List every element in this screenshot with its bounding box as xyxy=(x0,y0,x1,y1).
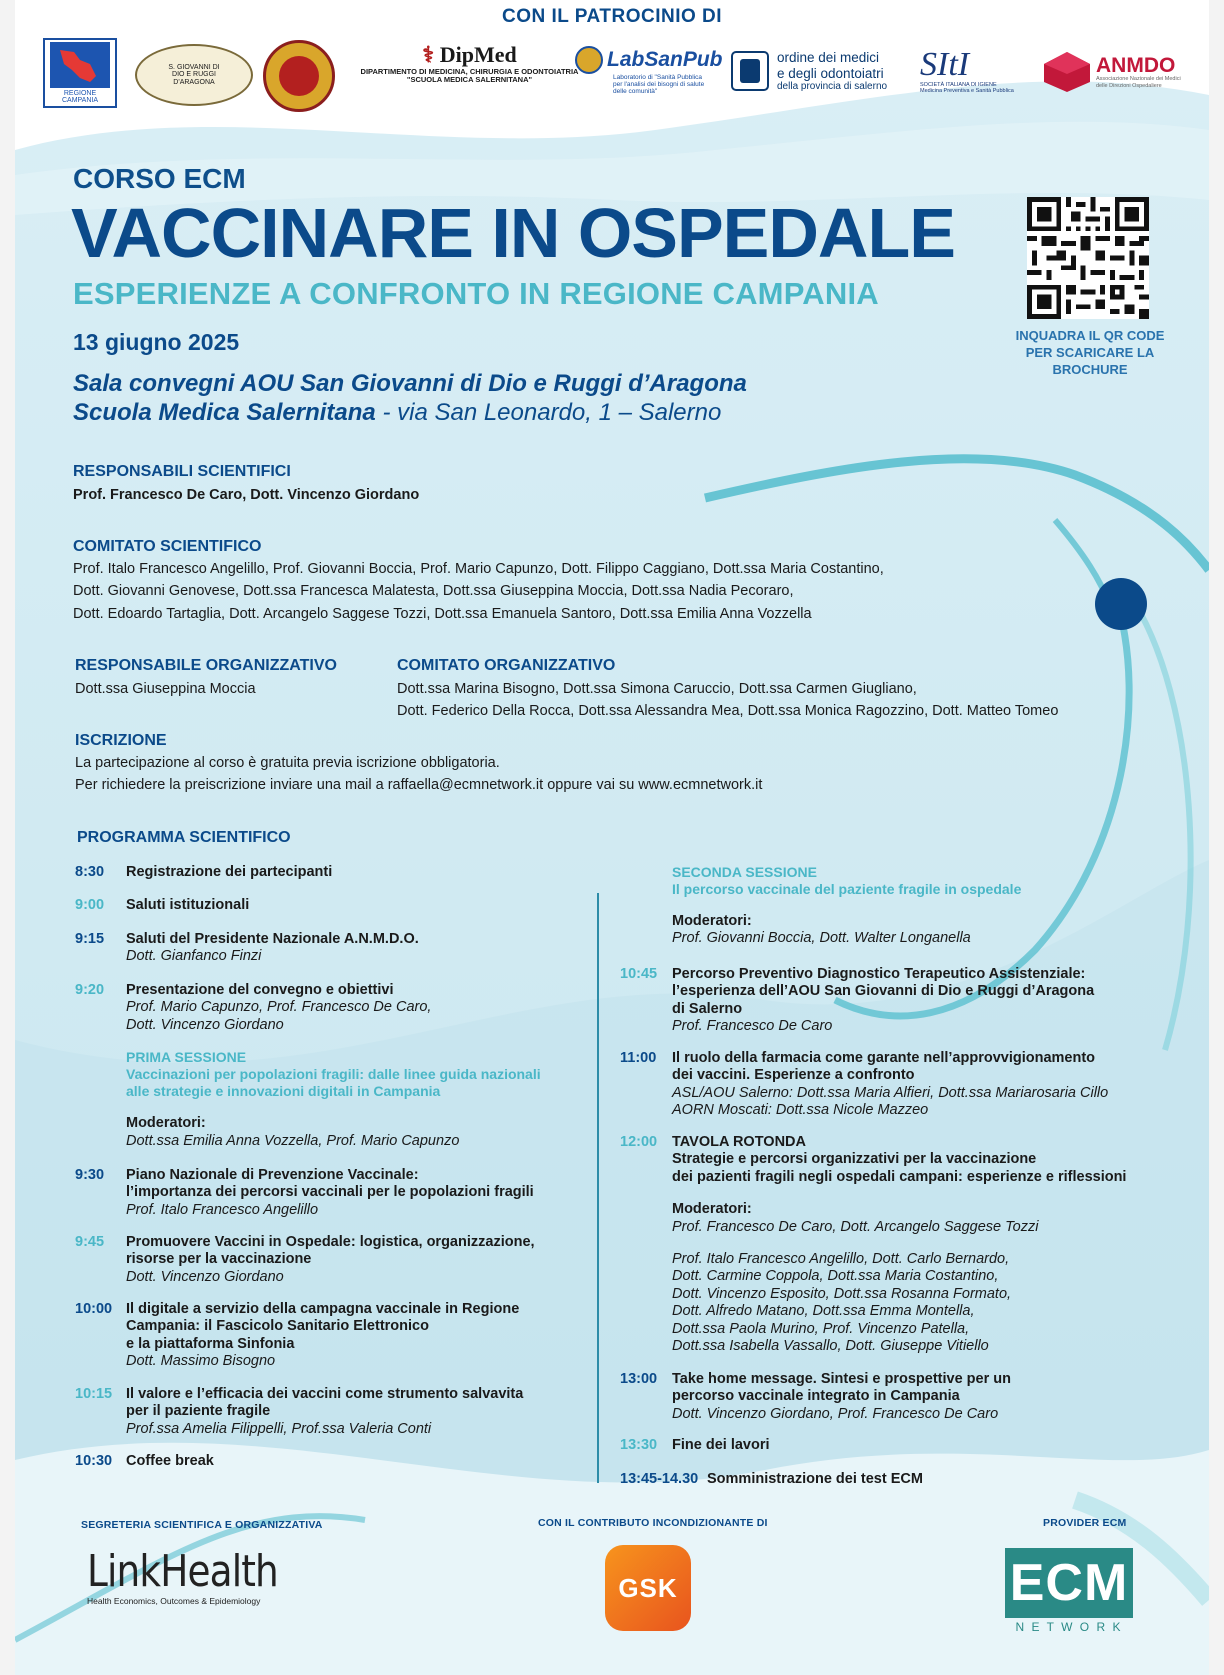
course-subtitle: ESPERIENZE A CONFRONTO IN REGIONE CAMPANIA xyxy=(73,276,879,311)
venue-line-1: Sala convegni AOU San Giovanni di Dio e Ruggi d’Aragona xyxy=(73,370,747,397)
venue-line-2: Scuola Medica Salernitana - via San Leonardo, 1 – Salerno xyxy=(73,399,722,426)
program-item: Il valore e l’efficacia dei vaccini come strumento salvavita per il paziente fragile Prof.ssa Amelia Filippelli, Prof.ssa Valeria Conti xyxy=(126,1386,524,1437)
program-item: Presentazione del convegno e obiettivi Prof. Mario Capunzo, Prof. Francesco De Caro, Dott. Vincenzo Giordano xyxy=(126,982,432,1033)
program-time: 12:00 xyxy=(620,1134,658,1150)
program-item: Take home message. Sintesi e prospettive per un percorso vaccinale integrato in Campania Dott. Vincenzo Giordano, Prof. Francesco De Caro xyxy=(672,1371,1011,1422)
anmdo-cube-icon xyxy=(1042,50,1092,94)
course-date: 13 giugno 2025 xyxy=(73,329,240,355)
regione-campania-logo: REGIONE CAMPANIA xyxy=(43,38,117,108)
session-one: PRIMA SESSIONE Vaccinazioni per popolazioni fragili: dalle linee guida nazionali alle strategie e innovazioni digitali in Campania Moderatori: Dott.ssa Emilia Anna Vozzella, Prof. Mario Capunzo xyxy=(126,1049,541,1149)
ecm-network-logo: ECM N E T W O R K xyxy=(1005,1548,1133,1634)
program-item: Piano Nazionale di Prevenzione Vaccinale: l’importanza dei percorsi vaccinali per le popolazioni fragili Prof. Italo Francesco Angelillo xyxy=(126,1167,534,1218)
program-time: 10:15 xyxy=(75,1386,113,1402)
program-time: 10:45 xyxy=(620,966,658,982)
program-time: 9:00 xyxy=(75,897,105,913)
program-time: 11:00 xyxy=(620,1050,657,1066)
program-time: 9:20 xyxy=(75,982,105,998)
iscrizione-heading: ISCRIZIONE xyxy=(75,732,167,749)
program-item: Registrazione dei partecipanti xyxy=(126,864,333,880)
program-item: Somministrazione dei test ECM xyxy=(707,1471,923,1487)
ordine-emblem-icon xyxy=(731,51,769,91)
program-item: Promuovere Vaccini in Ospedale: logistica, organizzazione, risorse per la vaccinazione Dott. Vincenzo Giordano xyxy=(126,1234,535,1285)
resp-organizzativo-heading: RESPONSABILE ORGANIZZATIVO xyxy=(75,657,337,674)
scuola-medica-seal xyxy=(263,40,335,112)
program-time: 13:30 xyxy=(620,1437,658,1453)
gsk-logo: GSK xyxy=(605,1545,691,1631)
program-item: Coffee break xyxy=(126,1453,214,1469)
program-item: Fine dei lavori xyxy=(672,1437,770,1453)
comitato-scientifico-members: Prof. Italo Francesco Angelillo, Prof. Giovanni Boccia, Prof. Mario Capunzo, Dott. Filippo Caggiano, Dott.ssa Maria Costantino, Dott. Giovanni Genovese, Dott.ssa Francesca Malatesta, Dott.ssa Giuseppina Moccia, Dott.ssa Nadia Pecoraro, Dott. Edoardo Tartaglia, Dott. Arcangelo Saggese Tozzi, Dott.ssa Emanuela Santoro, Dott.ssa Emilia Anna Vozzella xyxy=(73,561,884,622)
responsabili-names: Prof. Francesco De Caro, Dott. Vincenzo Giordano xyxy=(73,487,420,503)
patronage-heading: CON IL PATROCINIO DI xyxy=(501,6,723,27)
dipmed-logo: ⚕ DipMed DIPARTIMENTO DI MEDICINA, CHIRURGIA E ODONTOIATRIA "SCUOLA MEDICA SALERNITANA" xyxy=(360,42,579,85)
program-time: 9:30 xyxy=(75,1167,105,1183)
course-title: VACCINARE IN OSPEDALE xyxy=(71,194,955,272)
contributo-heading: CON IL CONTRIBUTO INCONDIZIONANTE DI xyxy=(538,1517,768,1529)
ordine-medici-logo: ordine dei medici e degli odontoiatri della provincia di salerno xyxy=(731,50,887,93)
siti-logo: SItI SOCIETÀ ITALIANA DI IGIENE Medicina Preventiva e Sanità Pubblica xyxy=(920,46,1014,95)
qr-code-icon[interactable] xyxy=(1027,197,1149,319)
programma-heading: PROGRAMMA SCIENTIFICO xyxy=(77,829,291,846)
program-time: 10:00 xyxy=(75,1301,113,1317)
session-two: SECONDA SESSIONE Il percorso vaccinale del paziente fragile in ospedale Moderatori: Prof. Giovanni Boccia, Dott. Walter Longanella xyxy=(672,864,1022,946)
program-time: 13:45-14.30 xyxy=(620,1471,699,1487)
brochure-page xyxy=(15,0,1209,1675)
anmdo-logo: ANMDO Associazione Nazionale dei Medici delle Direzioni Ospedaliere xyxy=(1042,50,1186,94)
provider-heading: PROVIDER ECM xyxy=(1043,1517,1127,1529)
comitato-organizzativo-members: Dott.ssa Marina Bisogno, Dott.ssa Simona Caruccio, Dott.ssa Carmen Giugliano, Dott. Federico Della Rocca, Dott.ssa Alessandra Mea, Dott.ssa Monica Ragozzino, Dott. Matteo Tomeo xyxy=(397,681,1059,720)
program-time: 13:00 xyxy=(620,1371,658,1387)
program-time: 9:45 xyxy=(75,1234,105,1250)
responsabili-heading: RESPONSABILI SCIENTIFICI xyxy=(73,463,291,480)
program-item: Percorso Preventivo Diagnostico Terapeutico Assistenziale: l’esperienza dell’AOU San Giovanni di Dio e Ruggi d’Aragona di Salerno Prof. Francesco De Caro xyxy=(672,966,1095,1035)
linkhealth-logo: LinkHealth Health Economics, Outcomes & Epidemiology xyxy=(87,1546,278,1606)
tavola-rotonda: TAVOLA ROTONDA Strategie e percorsi organizzativi per la vaccinazione dei pazienti fragili negli ospedali campani: esperienze e riflessioni Moderatori: Prof. Francesco De Caro, Dott. Arcangelo Saggese Tozzi Prof. Italo Francesco Angelillo, Dott. Carlo Bernardo, Dott. Carmine Coppola, Dott.ssa Maria Costantino, Dott. Vincenzo Esposito, Dott.ssa Rosanna Formato, Dott. Alfredo Matano, Dott.ssa Emma Montella, Dott.ssa Paola Murino, Prof. Vincenzo Patella, Dott.ssa Isabella Vassallo, Dott. Giuseppe Vitiello xyxy=(672,1134,1127,1354)
program-item: Saluti del Presidente Nazionale A.N.M.D.O. Dott. Gianfanco Finzi xyxy=(126,931,419,965)
qr-note: INQUADRA IL QR CODE PER SCARICARE LA BROCHURE xyxy=(1015,328,1165,377)
resp-organizzativo-name: Dott.ssa Giuseppina Moccia xyxy=(75,681,256,697)
iscrizione-text: La partecipazione al corso è gratuita previa iscrizione obbligatoria. Per richiedere la preiscrizione inviare una mail a raffaella@ecmnetwork.it oppure vai su www.ecmnetwork.it xyxy=(75,755,763,794)
labsanpub-logo: LabSanPub Laboratorio di "Sanità Pubblica per l'analisi dei bisogni di salute delle comunità" xyxy=(575,46,725,95)
program-divider xyxy=(597,893,599,1483)
segreteria-heading: SEGRETERIA SCIENTIFICA E ORGANIZZATIVA xyxy=(81,1519,323,1531)
program-item: Saluti istituzionali xyxy=(126,897,250,913)
comitato-organizzativo-heading: COMITATO ORGANIZZATIVO xyxy=(397,657,616,674)
program-time: 9:15 xyxy=(75,931,105,947)
regione-emblem-icon xyxy=(50,42,110,88)
course-kicker: CORSO ECM xyxy=(73,163,246,194)
program-item: Il ruolo della farmacia come garante nell’approvvigionamento dei vaccini. Esperienze a confronto ASL/AOU Salerno: Dott.ssa Maria Alfieri, Dott.ssa Mariarosaria Cillo AORN Moscati: Dott.ssa Nicole Mazzeo xyxy=(672,1050,1109,1119)
aou-ruggi-logo: S. GIOVANNI DI DIO E RUGGI D'ARAGONA xyxy=(135,44,253,106)
program-item: Il digitale a servizio della campagna vaccinale in Regione Campania: il Fascicolo Sanitario Elettronico e la piattaforma Sinfonia Dott. Massimo Bisogno xyxy=(126,1301,520,1370)
program-time: 8:30 xyxy=(75,864,105,880)
program-time: 10:30 xyxy=(75,1453,113,1469)
comitato-scientifico-heading: COMITATO SCIENTIFICO xyxy=(73,538,262,555)
